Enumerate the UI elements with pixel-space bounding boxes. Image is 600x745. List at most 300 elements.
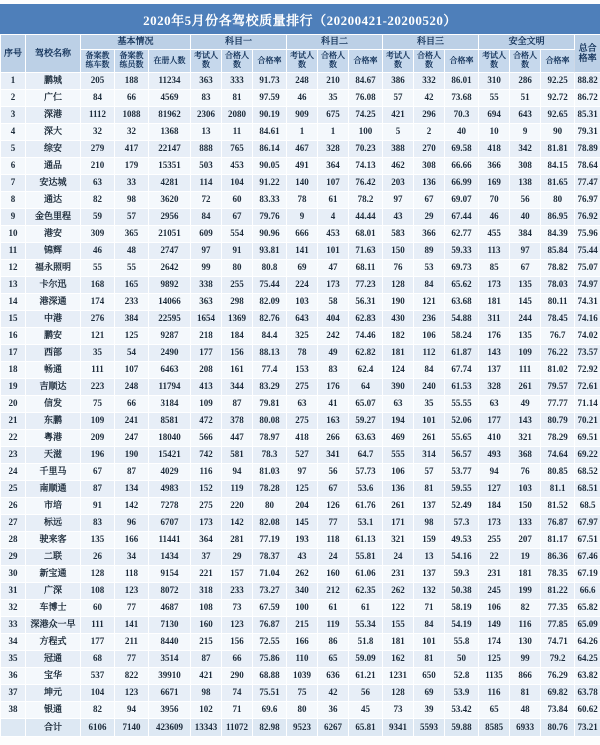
value-cell: 69.07 [445, 192, 479, 209]
value-cell: 81962 [149, 107, 191, 124]
table-row [1, 294, 600, 311]
value-cell: 76.08 [349, 90, 383, 107]
value-cell: 888 [191, 141, 222, 158]
value-cell: 181 [383, 345, 414, 362]
subcol-header-exam-safety: 考试人数 [479, 50, 510, 73]
value-cell: 80.08 [253, 413, 287, 430]
value-cell: 53.77 [445, 464, 479, 481]
group-header-basic: 基本情况 [81, 35, 191, 50]
seq-cell: 17 [1, 345, 26, 362]
seq-cell: 5 [1, 141, 26, 158]
value-cell: 224 [287, 277, 318, 294]
value-cell: 430 [383, 311, 414, 328]
value-cell: 161 [222, 362, 253, 379]
value-cell: 45 [349, 702, 383, 719]
school-name-cell: 银通 [26, 702, 81, 719]
value-cell: 173 [318, 277, 349, 294]
value-cell: 1135 [479, 668, 510, 685]
value-cell: 8585 [479, 719, 510, 737]
seq-cell: 2 [1, 90, 26, 107]
value-cell: 91.22 [253, 175, 287, 192]
value-cell: 9287 [149, 328, 191, 345]
school-name-cell: 广仁 [26, 90, 81, 107]
table-row [1, 651, 600, 668]
value-cell: 98 [414, 515, 445, 532]
value-cell: 177 [479, 413, 510, 430]
value-cell: 1369 [222, 311, 253, 328]
school-name-cell: 二联 [26, 549, 81, 566]
value-cell: 7278 [149, 498, 191, 515]
value-cell: 386 [383, 73, 414, 90]
value-cell: 68 [81, 651, 115, 668]
value-cell: 130 [510, 634, 541, 651]
value-cell: 193 [287, 532, 318, 549]
value-cell: 84.67 [349, 73, 383, 90]
value-cell: 81 [510, 685, 541, 702]
value-cell: 65.09 [575, 617, 600, 634]
value-cell: 79.57 [541, 379, 575, 396]
value-cell: 63 [287, 396, 318, 413]
value-cell: 75 [81, 396, 115, 413]
table-row [1, 362, 600, 379]
school-name-cell: 金色里程 [26, 209, 81, 226]
value-cell: 262 [287, 566, 318, 583]
table-row [1, 583, 600, 600]
value-cell: 77 [115, 651, 149, 668]
value-cell: 328 [318, 141, 349, 158]
value-cell: 67.59 [253, 600, 287, 617]
school-name-cell: 市培 [26, 498, 81, 515]
value-cell: 56.57 [445, 447, 479, 464]
value-cell: 78.37 [253, 549, 287, 566]
value-cell: 248 [115, 379, 149, 396]
value-cell: 328 [479, 379, 510, 396]
value-cell: 321 [510, 430, 541, 447]
col-header-seq: 序号 [1, 35, 26, 73]
value-cell: 73 [222, 600, 253, 617]
value-cell: 78.35 [541, 566, 575, 583]
seq-cell: 7 [1, 175, 26, 192]
value-cell: 555 [383, 447, 414, 464]
value-cell: 54.88 [445, 311, 479, 328]
value-cell: 127 [479, 481, 510, 498]
value-cell: 384 [115, 311, 149, 328]
value-cell: 72 [191, 192, 222, 209]
subcol-header-rate-safety: 合格率 [541, 50, 575, 73]
value-cell: 87 [222, 396, 253, 413]
value-cell: 125 [479, 651, 510, 668]
value-cell: 173 [479, 515, 510, 532]
value-cell: 80 [541, 192, 575, 209]
value-cell: 67.51 [575, 532, 600, 549]
value-cell: 204 [287, 498, 318, 515]
school-name-cell: 中港 [26, 311, 81, 328]
value-cell: 98 [191, 685, 222, 702]
value-cell: 177 [81, 634, 115, 651]
value-cell: 325 [287, 328, 318, 345]
value-cell: 261 [414, 430, 445, 447]
value-cell: 82 [81, 192, 115, 209]
value-cell: 100 [349, 124, 383, 141]
value-cell: 104 [81, 685, 115, 702]
seq-cell: 15 [1, 311, 26, 328]
value-cell: 58.19 [445, 600, 479, 617]
value-cell: 742 [191, 447, 222, 464]
seq-cell: 35 [1, 651, 26, 668]
value-cell: 84 [191, 209, 222, 226]
value-cell: 78.3 [253, 447, 287, 464]
value-cell: 36 [318, 702, 349, 719]
value-cell: 61.53 [445, 379, 479, 396]
value-cell: 231 [383, 566, 414, 583]
value-cell: 54.16 [445, 549, 479, 566]
value-cell: 135 [510, 277, 541, 294]
value-cell: 78.82 [541, 260, 575, 277]
seq-cell: 18 [1, 362, 26, 379]
value-cell: 76.7 [541, 328, 575, 345]
value-cell: 76.97 [575, 192, 600, 209]
value-cell: 79.81 [253, 396, 287, 413]
value-cell: 75.51 [253, 685, 287, 702]
value-cell: 46 [287, 90, 318, 107]
value-cell: 70 [479, 192, 510, 209]
table-row [1, 192, 600, 209]
value-cell: 73.21 [575, 719, 600, 737]
value-cell: 298 [222, 294, 253, 311]
value-cell: 19 [510, 549, 541, 566]
value-cell: 66 [115, 396, 149, 413]
seq-cell: 4 [1, 124, 26, 141]
value-cell: 111 [510, 362, 541, 379]
value-cell: 63.68 [445, 294, 479, 311]
value-cell: 9892 [149, 277, 191, 294]
value-cell: 74.31 [575, 294, 600, 311]
value-cell: 363 [191, 294, 222, 311]
school-name-cell: 卡尔迅 [26, 277, 81, 294]
value-cell: 67.44 [445, 209, 479, 226]
value-cell: 6707 [149, 515, 191, 532]
table-body [1, 73, 600, 737]
value-cell: 106 [414, 328, 445, 345]
value-cell: 81 [414, 651, 445, 668]
seq-cell: 1 [1, 73, 26, 90]
value-cell: 123 [115, 685, 149, 702]
table-row [1, 447, 600, 464]
value-cell: 135 [81, 532, 115, 549]
school-name-cell: 新宝通 [26, 566, 81, 583]
seq-cell: 24 [1, 464, 26, 481]
table-row [1, 328, 600, 345]
value-cell: 342 [510, 141, 541, 158]
value-cell: 417 [115, 141, 149, 158]
value-cell: 181 [383, 634, 414, 651]
value-cell: 296 [414, 107, 445, 124]
value-cell: 61 [318, 192, 349, 209]
seq-cell: 9 [1, 209, 26, 226]
seq-cell: 8 [1, 192, 26, 209]
value-cell: 194 [383, 413, 414, 430]
value-cell: 42 [414, 90, 445, 107]
table-row [1, 464, 600, 481]
value-cell: 9 [287, 209, 318, 226]
subcol-header-exam-s2: 考试人数 [287, 50, 318, 73]
value-cell: 91.73 [253, 73, 287, 90]
school-name-cell: 冠通 [26, 651, 81, 668]
value-cell: 66.6 [575, 583, 600, 600]
value-cell: 59.88 [445, 719, 479, 737]
value-cell: 57.3 [445, 515, 479, 532]
subcol-header-coaches: 备案教练员数 [115, 50, 149, 73]
seq-cell: 33 [1, 617, 26, 634]
value-cell: 207 [510, 532, 541, 549]
value-cell: 156 [222, 634, 253, 651]
value-cell: 69 [287, 260, 318, 277]
value-cell: 566 [191, 430, 222, 447]
value-cell: 82 [510, 600, 541, 617]
value-cell: 215 [191, 634, 222, 651]
value-cell: 90.19 [253, 107, 287, 124]
value-cell: 66.99 [445, 175, 479, 192]
group-header-safety: 安全文明 [479, 35, 575, 50]
value-cell: 128 [383, 277, 414, 294]
value-cell: 71.04 [253, 566, 287, 583]
value-cell: 52.49 [445, 498, 479, 515]
value-cell: 6671 [149, 685, 191, 702]
value-cell: 6463 [149, 362, 191, 379]
value-cell: 86.72 [575, 90, 600, 107]
value-cell: 462 [383, 158, 414, 175]
value-cell: 35 [414, 396, 445, 413]
value-cell: 113 [479, 243, 510, 260]
value-cell: 63.63 [349, 430, 383, 447]
school-name-cell: 畅通 [26, 362, 81, 379]
value-cell: 78.29 [541, 430, 575, 447]
value-cell: 176 [479, 328, 510, 345]
value-cell: 11794 [149, 379, 191, 396]
value-cell: 9154 [149, 566, 191, 583]
value-cell: 106 [479, 600, 510, 617]
value-cell: 81.52 [541, 498, 575, 515]
value-cell: 210 [81, 158, 115, 175]
value-cell: 9341 [383, 719, 414, 737]
school-name-cell: 深港众一早 [26, 617, 81, 634]
value-cell: 196 [81, 447, 115, 464]
value-cell: 609 [191, 226, 222, 243]
value-cell: 77.77 [541, 396, 575, 413]
value-cell: 44.44 [349, 209, 383, 226]
value-cell: 81.03 [253, 464, 287, 481]
value-cell: 76.42 [349, 175, 383, 192]
value-cell: 133 [510, 515, 541, 532]
value-cell: 276 [81, 311, 115, 328]
value-cell: 308 [414, 158, 445, 175]
seq-cell: 26 [1, 498, 26, 515]
seq-cell: 37 [1, 685, 26, 702]
seq-cell: 29 [1, 549, 26, 566]
value-cell: 314 [414, 447, 445, 464]
value-cell: 70.3 [445, 107, 479, 124]
value-cell: 35 [81, 345, 115, 362]
school-name-cell: 西部 [26, 345, 81, 362]
value-cell: 78 [287, 345, 318, 362]
value-cell: 218 [191, 328, 222, 345]
value-cell: 58.24 [445, 328, 479, 345]
value-cell: 26 [81, 549, 115, 566]
value-cell: 48 [510, 702, 541, 719]
value-cell: 694 [479, 107, 510, 124]
value-cell: 86.36 [541, 549, 575, 566]
value-cell: 80.79 [541, 413, 575, 430]
value-cell: 128 [81, 566, 115, 583]
value-cell: 102 [191, 702, 222, 719]
value-cell: 83.33 [253, 192, 287, 209]
value-cell: 220 [222, 498, 253, 515]
value-cell: 71.63 [349, 243, 383, 260]
school-name-cell: 鹏安 [26, 328, 81, 345]
value-cell: 7140 [115, 719, 149, 737]
value-cell: 53.1 [349, 515, 383, 532]
value-cell: 163 [318, 413, 349, 430]
value-cell: 62.82 [349, 345, 383, 362]
value-cell: 55.81 [349, 549, 383, 566]
table-row [1, 345, 600, 362]
subcol-header-rate-s2: 合格率 [349, 50, 383, 73]
value-cell: 88.13 [253, 345, 287, 362]
value-cell: 177 [191, 345, 222, 362]
value-cell: 79.2 [541, 651, 575, 668]
value-cell: 103 [287, 294, 318, 311]
value-cell: 340 [287, 583, 318, 600]
value-cell: 184 [479, 498, 510, 515]
school-name-cell: 驶来客 [26, 532, 81, 549]
seq-cell: 12 [1, 260, 26, 277]
value-cell: 73.57 [575, 345, 600, 362]
school-name-cell: 港深通 [26, 294, 81, 311]
value-cell: 80.85 [541, 464, 575, 481]
value-cell: 88.82 [575, 73, 600, 90]
seq-cell: 13 [1, 277, 26, 294]
value-cell: 67 [318, 481, 349, 498]
value-cell: 9523 [287, 719, 318, 737]
value-cell: 81 [222, 90, 253, 107]
seq-cell: 20 [1, 396, 26, 413]
value-cell: 124 [383, 362, 414, 379]
value-cell: 70.23 [349, 141, 383, 158]
value-cell: 73.84 [541, 702, 575, 719]
value-cell: 1434 [149, 549, 191, 566]
subcol-header-rate-s1: 合格率 [253, 50, 287, 73]
value-cell: 55 [81, 260, 115, 277]
value-cell: 125 [115, 328, 149, 345]
value-cell: 344 [222, 379, 253, 396]
school-name-cell: 标远 [26, 515, 81, 532]
value-cell: 261 [510, 379, 541, 396]
value-cell: 65.62 [445, 277, 479, 294]
value-cell: 378 [222, 413, 253, 430]
value-cell: 67.19 [575, 566, 600, 583]
value-cell: 53.42 [445, 702, 479, 719]
value-cell: 46 [479, 209, 510, 226]
page-title: 2020年5月份各驾校质量排行（20200421-20200520） [0, 4, 600, 34]
value-cell: 65.82 [575, 600, 600, 617]
school-name-cell: 港安 [26, 226, 81, 243]
value-cell: 62.35 [349, 583, 383, 600]
seq-cell: 21 [1, 413, 26, 430]
value-cell: 92.65 [541, 107, 575, 124]
value-cell: 78.2 [349, 192, 383, 209]
value-cell: 78.03 [541, 277, 575, 294]
value-cell: 64.26 [575, 634, 600, 651]
value-cell: 55 [115, 260, 149, 277]
value-cell: 122 [383, 600, 414, 617]
value-cell: 212 [318, 583, 349, 600]
value-cell: 53 [414, 260, 445, 277]
seq-cell: 30 [1, 566, 26, 583]
value-cell: 205 [81, 73, 115, 90]
value-cell: 69.73 [445, 260, 479, 277]
value-cell: 56 [349, 685, 383, 702]
value-cell: 22 [479, 549, 510, 566]
seq-cell: 38 [1, 702, 26, 719]
value-cell: 80 [287, 702, 318, 719]
value-cell: 66 [115, 90, 149, 107]
value-cell: 119 [222, 481, 253, 498]
value-cell: 68.01 [349, 226, 383, 243]
value-cell: 255 [222, 277, 253, 294]
table-row [1, 141, 600, 158]
rankings-table [0, 34, 600, 737]
value-cell: 55.55 [445, 396, 479, 413]
value-cell: 77 [115, 600, 149, 617]
seq-cell: 22 [1, 430, 26, 447]
value-cell: 1039 [287, 668, 318, 685]
value-cell: 62.77 [445, 226, 479, 243]
value-cell: 98 [115, 192, 149, 209]
value-cell: 135 [510, 328, 541, 345]
value-cell: 92.72 [541, 90, 575, 107]
value-cell: 281 [222, 532, 253, 549]
value-cell: 73.27 [253, 583, 287, 600]
seq-cell: 36 [1, 668, 26, 685]
value-cell: 78.64 [575, 158, 600, 175]
value-cell: 168 [81, 277, 115, 294]
table-row [1, 566, 600, 583]
value-cell: 57 [414, 464, 445, 481]
value-cell: 418 [287, 430, 318, 447]
value-cell: 5 [383, 124, 414, 141]
value-cell: 49.53 [445, 532, 479, 549]
value-cell: 363 [191, 73, 222, 90]
school-name-cell: 锦辉 [26, 243, 81, 260]
value-cell: 68.88 [253, 668, 287, 685]
value-cell: 75.86 [253, 651, 287, 668]
school-name-cell: 粤港 [26, 430, 81, 447]
subcol-header-coach-cars: 备案教练车数 [81, 50, 115, 73]
value-cell: 24 [383, 549, 414, 566]
value-cell: 32 [115, 124, 149, 141]
value-cell: 61.06 [349, 566, 383, 583]
value-cell: 1654 [191, 311, 222, 328]
value-cell: 2956 [149, 209, 191, 226]
value-cell: 190 [383, 294, 414, 311]
value-cell: 57 [383, 90, 414, 107]
value-cell: 78 [287, 192, 318, 209]
value-cell: 266 [318, 430, 349, 447]
value-cell: 56.31 [349, 294, 383, 311]
value-cell: 14066 [149, 294, 191, 311]
value-cell: 101 [414, 634, 445, 651]
value-cell: 62.4 [349, 362, 383, 379]
